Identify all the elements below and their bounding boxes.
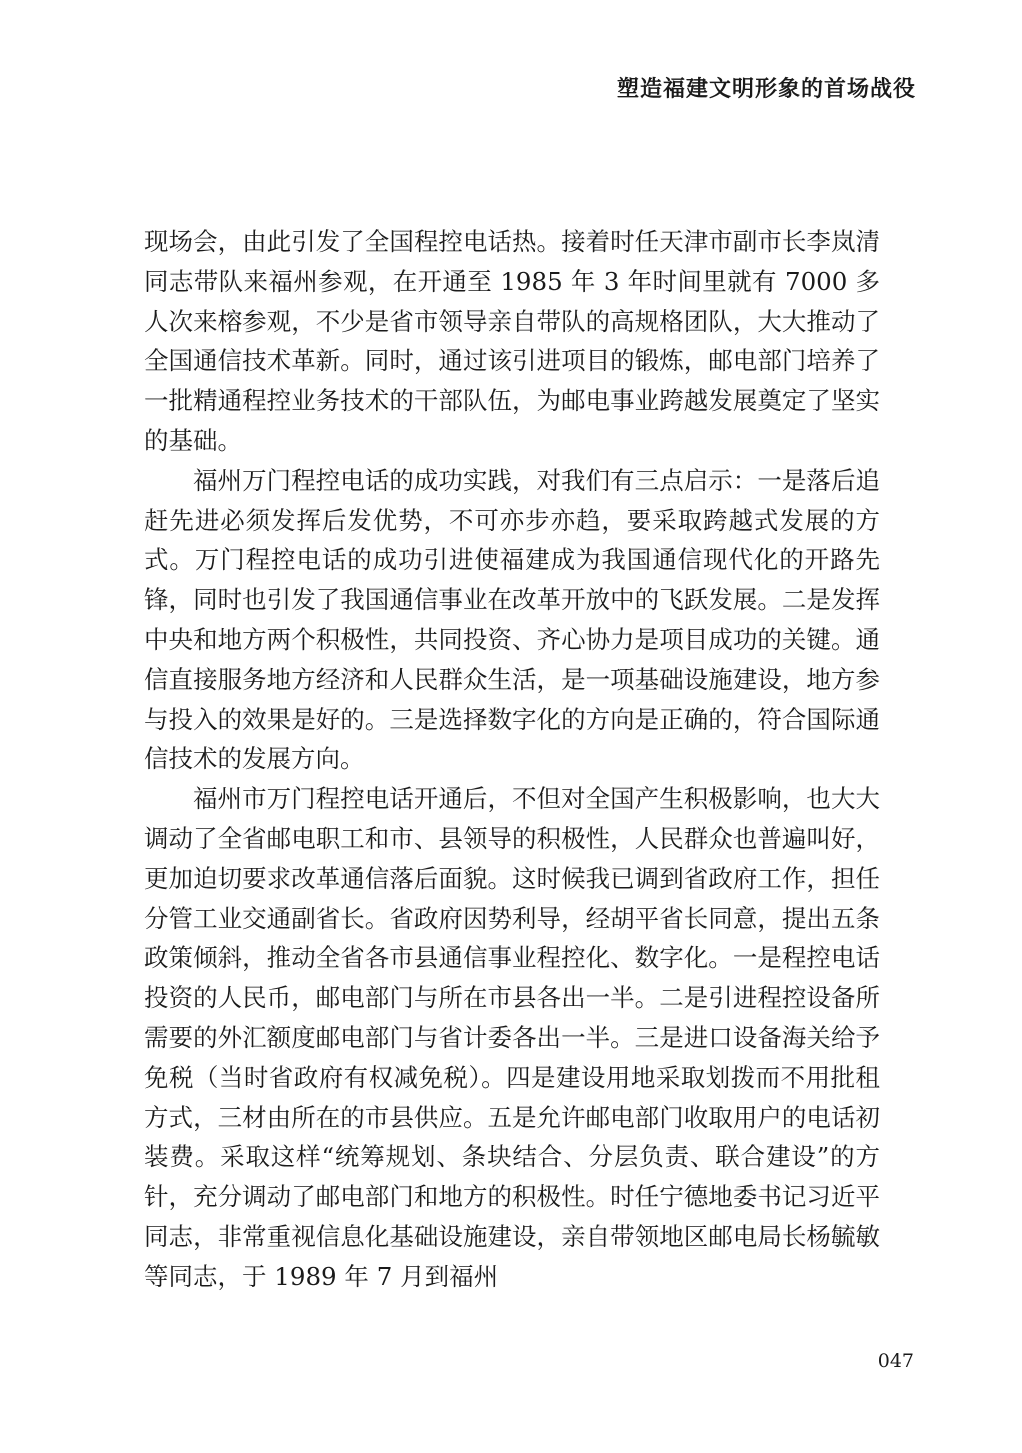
paragraph-2: 福州万门程控电话的成功实践，对我们有三点启示：一是落后追赶先进必须发挥后发优势，不可亦步亦趋，要采取跨越式发展的方式。万门程控电话的成功引进使福建成为我国通信现代化的开路先锋，同时也引发了我国通信事业在改革开放中的飞跃发展。二是发挥中央和地方两个积极性，共同投资、齐心协力是项目成功的关键。通信直接服务地方经济和人民群众生活，是一项基础设施建设，地方参与投入的效果是好的。三是选择数字化的方向是正确的，符合国际通信技术的发展方向。: [144, 465, 880, 774]
body-text: [144, 222, 880, 1297]
page-number: 047: [877, 1350, 914, 1372]
paragraph-3: 福州市万门程控电话开通后，不但对全国产生积极影响，也大大调动了全省邮电职工和市、县领导的积极性，人民群众也普遍叫好，更加迫切要求改革通信落后面貌。这时候我已调到省政府工作，担任分管工业交通副省长。省政府因势利导，经胡平省长同意，提出五条政策倾斜，推动全省各市县通信事业程控化、数字化。一是程控电话投资的人民币，邮电部门与所在市县各出一半。二是引进程控设备所需要的外汇额度邮电部门与省计委各出一半。三是进口设备海关给予免税（当时省政府有权减免税）。四是建设用地采取划拨而不用批租方式，三材由所在的市县供应。五是允许邮电部门收取用户的电话初装费。采取这样“统筹规划、条块结合、分层负责、联合建设”的方针，充分调动了邮电部门和地方的积极性。时任宁德地委书记习近平同志，非常重视信息化基础设施建设，亲自带领地区邮电局长杨毓敏等同志，于 1989 年 7 月到福州: [144, 784, 880, 1291]
running-header-title: 塑造福建文明形象的首场战役: [616, 76, 916, 102]
paragraph-1: 现场会，由此引发了全国程控电话热。接着时任天津市副市长李岚清同志带队来福州参观，在开通至 1985 年 3 年时间里就有 7000 多人次来榕参观，不少是省市领导亲自带队的高规格团队，大大推动了全国通信技术革新。同时，通过该引进项目的锻炼，邮电部门培养了一批精通程控业务技术的干部队伍，为邮电事业跨越发展奠定了坚实的基础。: [144, 227, 880, 455]
